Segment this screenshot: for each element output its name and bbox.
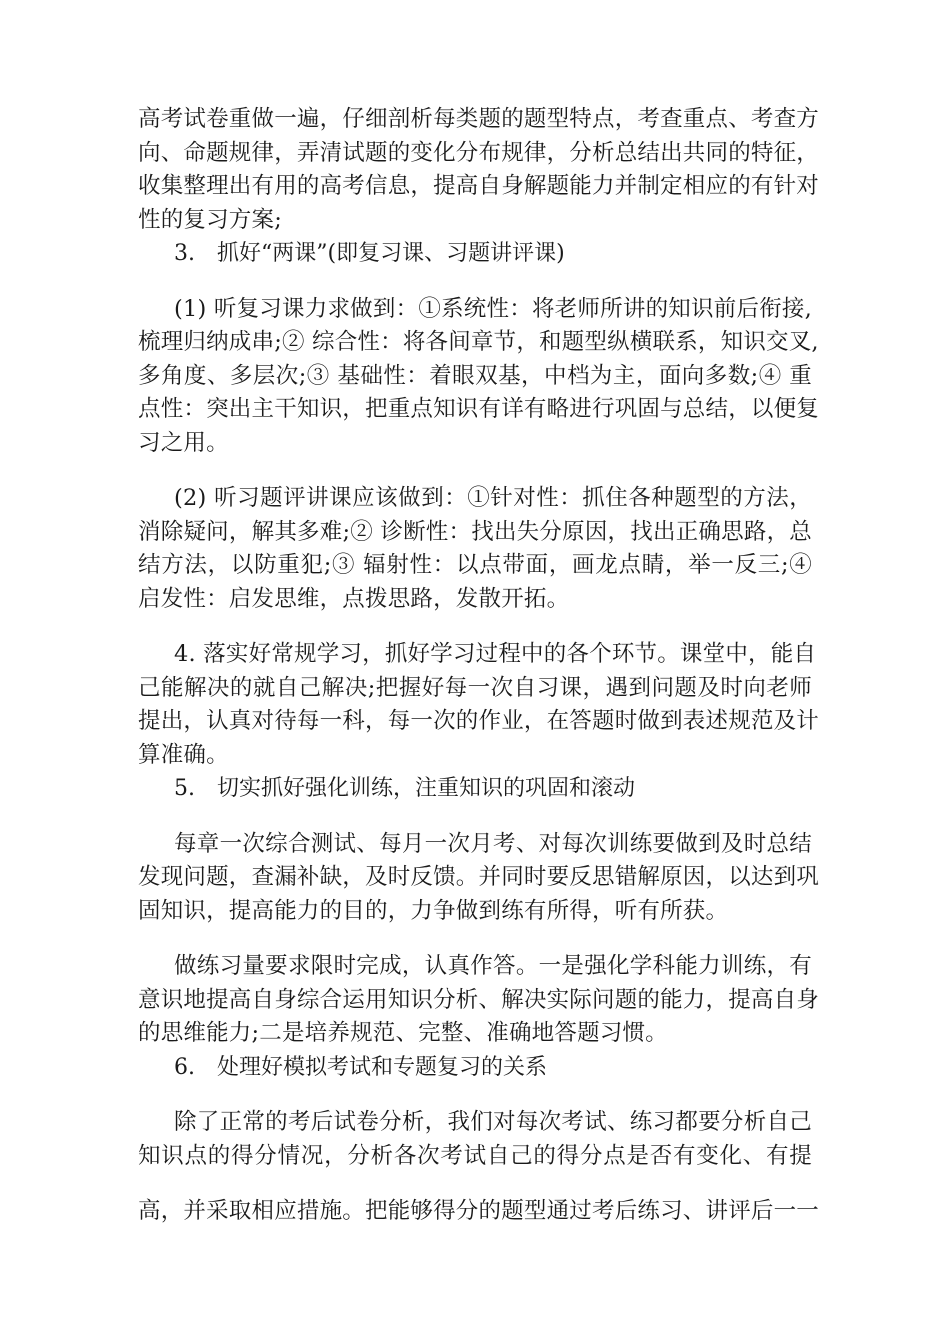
text-line: 固知识，提高能力的目的，力争做到练有所得，听有所获。 <box>138 897 729 924</box>
text-line: 习之用。 <box>138 429 229 456</box>
section-heading-3: 3. 抓好“两课”(即复习课、习题讲评课) <box>174 241 565 266</box>
text-line: 消除疑问，解其多难;② 诊断性：找出失分原因，找出正确思路，总 <box>138 518 812 545</box>
text-line: 意识地提高自身综合运用知识分析、解决实际问题的能力，提高自身 <box>138 986 820 1013</box>
text-line: 算准确。 <box>138 741 229 768</box>
paragraph-tests <box>138 828 820 929</box>
paragraph-practice <box>138 950 820 1051</box>
paragraph-review-class <box>138 293 820 461</box>
text-line: 4. 落实好常规学习，抓好学习过程中的各个环节。课堂中，能自 <box>174 641 817 667</box>
text-line: 己能解决的就自己解决;把握好每一次自习课，遇到问题及时向老师 <box>138 674 812 701</box>
text-line: (2) 听习题评讲课应该做到：①针对性：抓住各种题型的方法， <box>174 485 812 511</box>
paragraph-mock-exams <box>138 1106 812 1173</box>
text-line: 性的复习方案; <box>138 206 282 233</box>
text-line: 高，并采取相应措施。把能够得分的题型通过考后练习、讲评后一一 <box>138 1198 820 1224</box>
paragraph-mock-exams-continued <box>138 1195 820 1229</box>
paragraph-exercise-review-class <box>138 482 812 616</box>
text-line: 启发性：启发思维，点拨思路，发散开拓。 <box>138 585 570 612</box>
text-line: 每章一次综合测试、每月一次月考、对每次训练要做到及时总结 <box>174 830 812 857</box>
section-heading-6: 6. 处理好模拟考试和专题复习的关系 <box>174 1054 547 1080</box>
text-line: 向、命题规律，弄清试题的变化分布规律，分析总结出共同的特征， <box>138 139 820 166</box>
text-line: 结方法，以防重犯;③ 辐射性：以点带面，画龙点睛，举一反三;④ <box>138 552 812 578</box>
text-line: 点性：突出主干知识，把重点知识有详有略进行巩固与总结，以便复 <box>138 396 820 422</box>
text-line: 除了正常的考后试卷分析，我们对每次考试、练习都要分析自己 <box>174 1109 812 1135</box>
text-line: 梳理归纳成串;② 综合性：将各间章节，和题型纵横联系，知识交叉, <box>138 329 819 355</box>
section-heading-5: 5. 切实抓好强化训练，注重知识的巩固和滚动 <box>174 776 635 801</box>
text-line: 多角度、多层次;③ 基础性：着眼双基，中档为主，面向多数;④ 重 <box>138 362 812 389</box>
paragraph-routine-study <box>138 638 820 772</box>
text-line: 做练习量要求限时完成，认真作答。一是强化学科能力训练，有 <box>174 953 812 979</box>
text-line: (1) 听复习课力求做到：①系统性：将老师所讲的知识前后衔接, <box>174 295 812 322</box>
text-line: 高考试卷重做一遍，仔细剖析每类题的题型特点，考查重点、考查方 <box>138 106 820 132</box>
document-page <box>138 103 820 1229</box>
text-line: 的思维能力;二是培养规范、完整、准确地答题习惯。 <box>138 1020 668 1046</box>
text-line: 收集整理出有用的高考信息，提高自身解题能力并制定相应的有针对 <box>138 173 820 199</box>
text-line: 发现问题，查漏补缺，及时反馈。并同时要反思错解原因，以达到巩 <box>138 864 820 890</box>
paragraph-exam-review <box>138 103 820 237</box>
text-line: 提出，认真对待每一科，每一次的作业，在答题时做到表述规范及计 <box>138 708 820 734</box>
text-line: 知识点的得分情况，分析各次考试自己的得分点是否有变化、有提 <box>138 1142 812 1169</box>
